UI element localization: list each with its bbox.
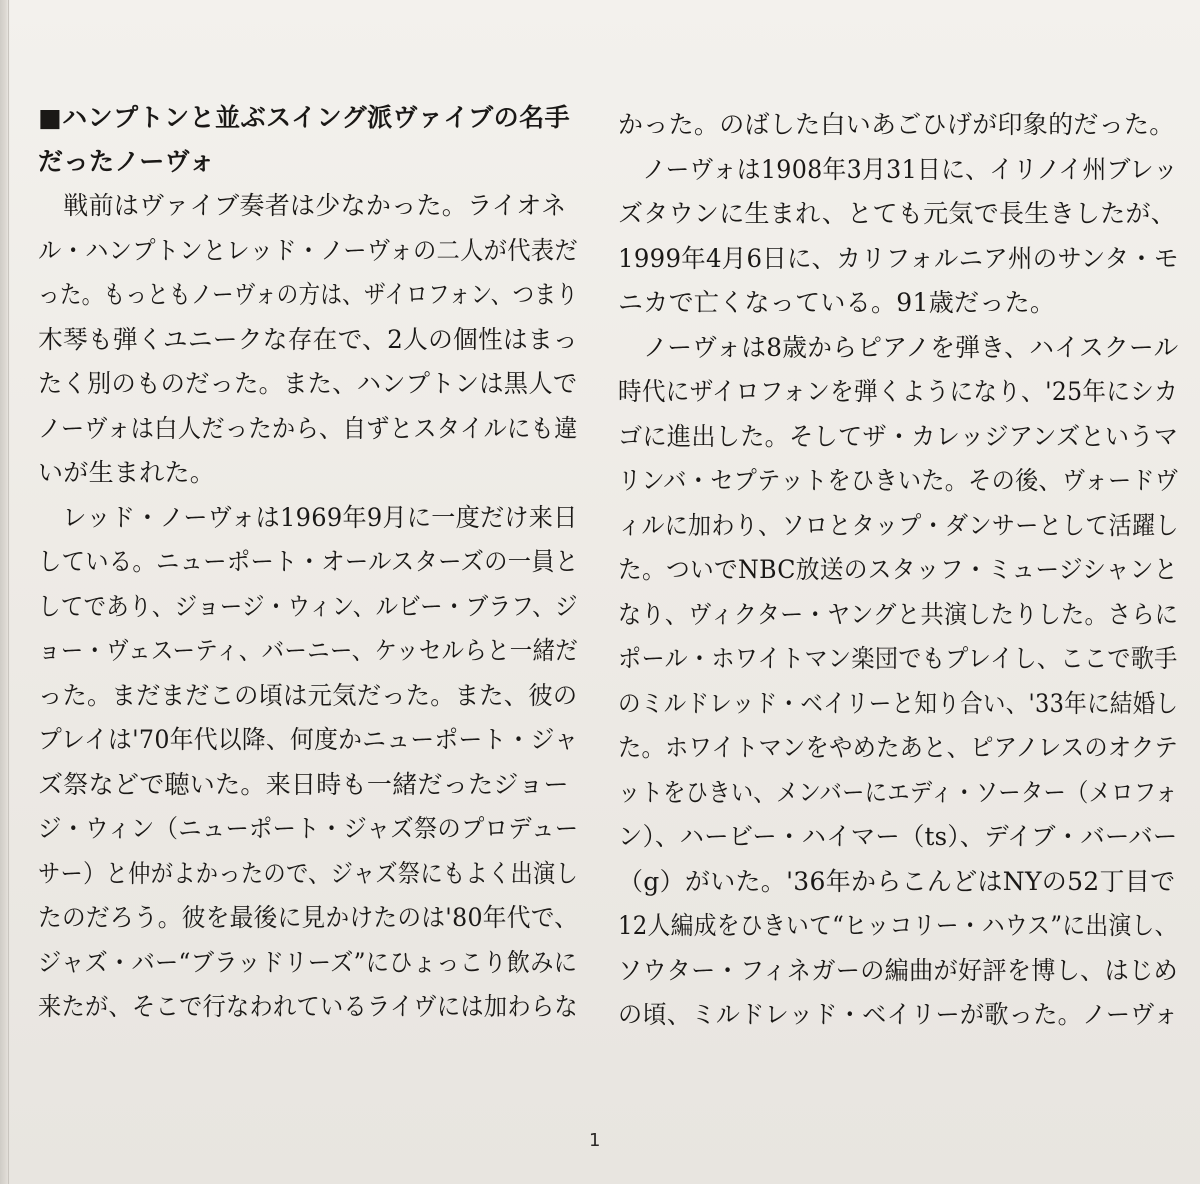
page-number: 1 [589,1130,601,1151]
text-line: （g）がいた。'36年からこんどはNYの52丁目で [618,866,1176,896]
text-line: った。まだまだこの頃は元気だった。また、彼の [38,680,578,710]
right-text-column [618,103,1178,1038]
text-line: ットをひきい、メンバーにエディ・ソーター（メロフォ [618,777,1178,807]
text-line: ノーヴォは8歳からピアノを弾き、ハイスクール [618,332,1179,362]
text-line: かった。のばした白いあごひげが印象的だった。 [618,110,1175,139]
heading-line: ■ハンプトンと並ぶスイング派ヴァイブの名手 [38,103,571,132]
text-line: ジャズ・バー“ブラッドリーズ”にひょっこり飲みに [38,947,578,977]
text-line: ソウター・フィネガーの編曲が好評を博し、はじめ [618,955,1178,985]
text-line: たのだろう。彼を最後に見かけたのは'80年代で、 [38,903,579,932]
text-line: ニカで亡くなっている。91歳だった。 [618,288,1056,317]
heading-line: だったノーヴォ [38,147,215,176]
text-line: サー）と仲がよかったので、ジャズ祭にもよく出演し [38,858,579,888]
text-line: た。ついでNBC放送のスタッフ・ミュージシャンと [618,555,1178,584]
text-line: 12人編成をひきいて“ヒッコリー・ハウス”に出演し、 [618,911,1178,940]
text-line: 時代にザイロフォンを弾くようになり、'25年にシカ [618,377,1178,406]
text-line: ィルに加わり、ソロとタップ・ダンサーとして活躍し [618,510,1179,540]
text-line: ポール・ホワイトマン楽団でもプレイし、ここで歌手 [618,644,1178,673]
left-body-text [38,184,578,1030]
text-line: ジ・ウィン（ニューポート・ジャズ祭のプロデュー [38,814,579,843]
text-line: のミルドレッド・ベイリーと知り合い、'33年に結婚し [618,688,1179,718]
text-line: 1999年4月6日に、カリフォルニア州のサンタ・モ [618,243,1179,273]
text-line: った。もっともノーヴォの方は、ザイロフォン、つまり [38,280,579,309]
text-line: レッド・ノーヴォは1969年9月に一度だけ来日 [38,502,578,532]
text-line: ズタウンに生まれ、とても元気で長生きしたが、 [618,199,1177,228]
text-line: している。ニューポート・オールスターズの一員と [38,547,579,576]
text-line: ン）、ハービー・ハイマー（ts）、デイブ・バーバー [618,822,1178,851]
text-line: ゴに進出した。そしてザ・カレッジアンズというマ [618,421,1179,451]
text-line: ル・ハンプトンとレッド・ノーヴォの二人が代表だ [38,235,578,265]
text-line: たく別のものだった。また、ハンプトンは黒人で [38,369,578,398]
section-heading [38,96,578,184]
text-line: の頃、ミルドレッド・ベイリーが歌った。ノーヴォ [618,1000,1179,1029]
text-line: 戦前はヴァイブ奏者は少なかった。ライオネ [38,191,567,220]
text-line: してであり、ジョージ・ウィン、ルビー・ブラフ、ジ [38,591,578,621]
left-text-column [38,96,578,1030]
text-line: た。ホワイトマンをやめたあと、ピアノレスのオクテ [618,733,1179,762]
text-line: 来たが、そこで行なわれているライヴには加わらな [38,992,578,1021]
text-line: ョー・ヴェスーティ、バーニー、ケッセルらと一緒だ [38,636,579,665]
text-line: ズ祭などで聴いた。来日時も一緒だったジョー [38,769,569,799]
text-line: ノーヴォは白人だったから、自ずとスタイルにも違 [38,413,578,443]
text-line: リンバ・セプテットをひきいた。その後、ヴォードヴ [618,466,1179,495]
text-line: 木琴も弾くユニークな存在で、2人の個性はまっ [38,324,578,354]
text-line: プレイは'70年代以降、何度かニューポート・ジャ [38,725,579,754]
text-line: ノーヴォは1908年3月31日に、イリノイ州ブレッ [618,154,1178,184]
page-fold-line [8,0,9,1184]
text-line: いが生まれた。 [38,458,216,487]
text-line: なり、ヴィクター・ヤングと共演したりした。さらに [618,599,1179,629]
